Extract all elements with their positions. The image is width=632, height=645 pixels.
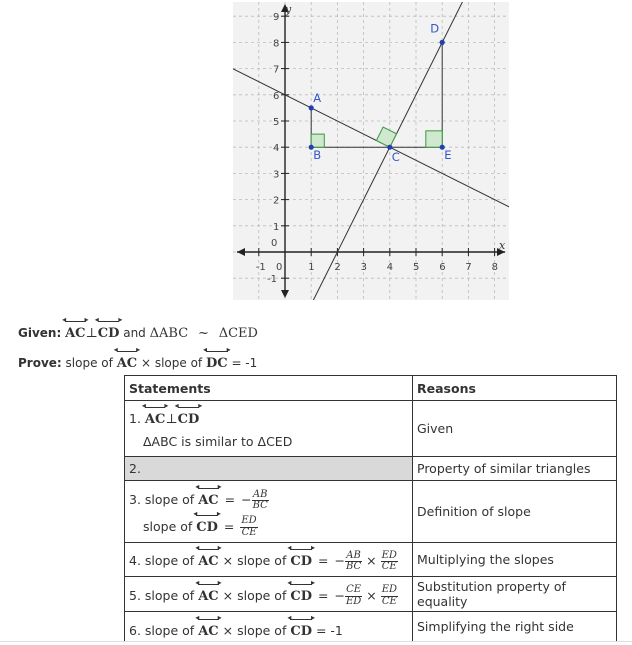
x-axis-label: x bbox=[499, 239, 506, 252]
row1-cd-line: ◂ CD ▸ bbox=[174, 401, 203, 427]
x-tick-label: 4 bbox=[386, 262, 394, 273]
x-tick-label: 8 bbox=[491, 262, 498, 273]
given-line bbox=[18, 315, 258, 341]
table-row bbox=[125, 577, 617, 612]
y-tick-label: 0 bbox=[271, 238, 278, 249]
prove-times: × bbox=[140, 356, 152, 370]
reasons-header: Reasons bbox=[413, 376, 617, 401]
given-and: and bbox=[123, 326, 146, 340]
row1-ac-line: ◂ AC ▸ bbox=[141, 401, 169, 427]
x-tick-label: -1 bbox=[255, 262, 266, 273]
table-row bbox=[125, 457, 617, 481]
point-c bbox=[387, 145, 392, 150]
reason-2: Property of similar triangles bbox=[413, 457, 617, 481]
y-tick-label: 4 bbox=[273, 143, 280, 155]
reason-1: Given bbox=[413, 401, 617, 457]
point-label-b: B bbox=[313, 148, 322, 163]
x-tick-label: 2 bbox=[334, 262, 341, 273]
statement-6: 6. slope of ◂ AC ▸ × slope of ◂ CD ▸ = -1 bbox=[125, 612, 413, 642]
table-header-row bbox=[125, 376, 617, 401]
y-tick-label: 3 bbox=[273, 169, 280, 181]
reason-4: Multiplying the slopes bbox=[413, 543, 617, 577]
table-row bbox=[125, 481, 617, 543]
statement-2[interactable]: 2. bbox=[125, 457, 413, 481]
right-angle-b-icon bbox=[311, 134, 324, 147]
x-tick-label: 6 bbox=[439, 262, 446, 273]
row1-similar: ΔABC is similar to ΔCED bbox=[143, 434, 293, 449]
y-axis-label: y bbox=[285, 3, 292, 16]
given-tri1: ΔABC bbox=[149, 326, 189, 341]
x-tick-label: 0 bbox=[276, 262, 283, 273]
prove-ac-line: ◂ AC ▸ bbox=[113, 345, 141, 371]
y-tick-label: 5 bbox=[273, 117, 280, 128]
point-label-e: E bbox=[444, 148, 452, 163]
perp-symbol: ⊥ bbox=[85, 326, 98, 341]
table-row bbox=[125, 612, 617, 642]
statement-4: 4. slope of ◂ AC ▸ × slope of ◂ CD ▸ = − $\frac{AB}{BC}$ × $\frac{ED}{CE}$ bbox=[125, 543, 413, 577]
given-ac-line: ◂ AC ▸ bbox=[62, 315, 89, 341]
table-row bbox=[125, 543, 617, 577]
reason-6: Simplifying the right side bbox=[413, 612, 617, 642]
coordinate-graph bbox=[233, 2, 509, 300]
point-label-a: A bbox=[313, 90, 322, 105]
proof-table bbox=[124, 375, 617, 642]
y-tick-label: 7 bbox=[273, 64, 280, 76]
prove-label: Prove: bbox=[18, 356, 62, 370]
x-tick-label: 5 bbox=[413, 262, 420, 273]
point-d bbox=[440, 40, 445, 45]
point-a bbox=[309, 105, 314, 110]
x-tick-label: 1 bbox=[308, 262, 315, 273]
prove-dc-line: ◂ DC ▸ bbox=[202, 345, 231, 371]
reason-3: Definition of slope bbox=[413, 481, 617, 543]
right-angle-e-icon bbox=[426, 131, 442, 147]
prove-text1: slope of bbox=[65, 356, 113, 370]
given-label: Given: bbox=[18, 326, 62, 340]
point-label-d: D bbox=[430, 21, 440, 36]
statement-1: 1. ◂ AC ▸ ⊥ ◂ CD ▸ ΔABC is similar to ΔCED bbox=[125, 401, 413, 457]
given-sim: ~ bbox=[197, 326, 209, 341]
reason-5: Substitution property of equality bbox=[413, 577, 617, 612]
statements-header: Statements bbox=[125, 376, 413, 401]
prove-text2: slope of bbox=[154, 356, 203, 370]
x-tick-label: 7 bbox=[465, 262, 472, 273]
given-tri2: ΔCED bbox=[218, 326, 258, 341]
y-tick-label: 8 bbox=[273, 38, 280, 50]
prove-result: = -1 bbox=[231, 356, 258, 370]
statement-3: 3. slope of ◂ AC ▸ = − $\frac{AB}{BC}$ slope of ◂ CD ▸ = $\frac{ED}{CE}$ bbox=[125, 481, 413, 543]
y-tick-label: 9 bbox=[273, 12, 280, 24]
statement-5: 5. slope of ◂ AC ▸ × slope of ◂ CD ▸ = − $\frac{CE}{ED}$ × $\frac{ED}{CE}$ bbox=[125, 577, 413, 612]
y-tick-label: 1 bbox=[273, 221, 280, 233]
y-tick-label: -1 bbox=[267, 274, 277, 286]
y-tick-label: 2 bbox=[273, 195, 280, 207]
prove-line bbox=[18, 345, 258, 371]
bottom-divider bbox=[0, 641, 632, 642]
table-row bbox=[125, 401, 617, 457]
y-tick-label: 6 bbox=[273, 90, 280, 102]
given-cd-line: ◂ CD ▸ bbox=[94, 315, 123, 341]
point-label-c: C bbox=[391, 150, 400, 165]
x-tick-label: 3 bbox=[360, 262, 367, 273]
